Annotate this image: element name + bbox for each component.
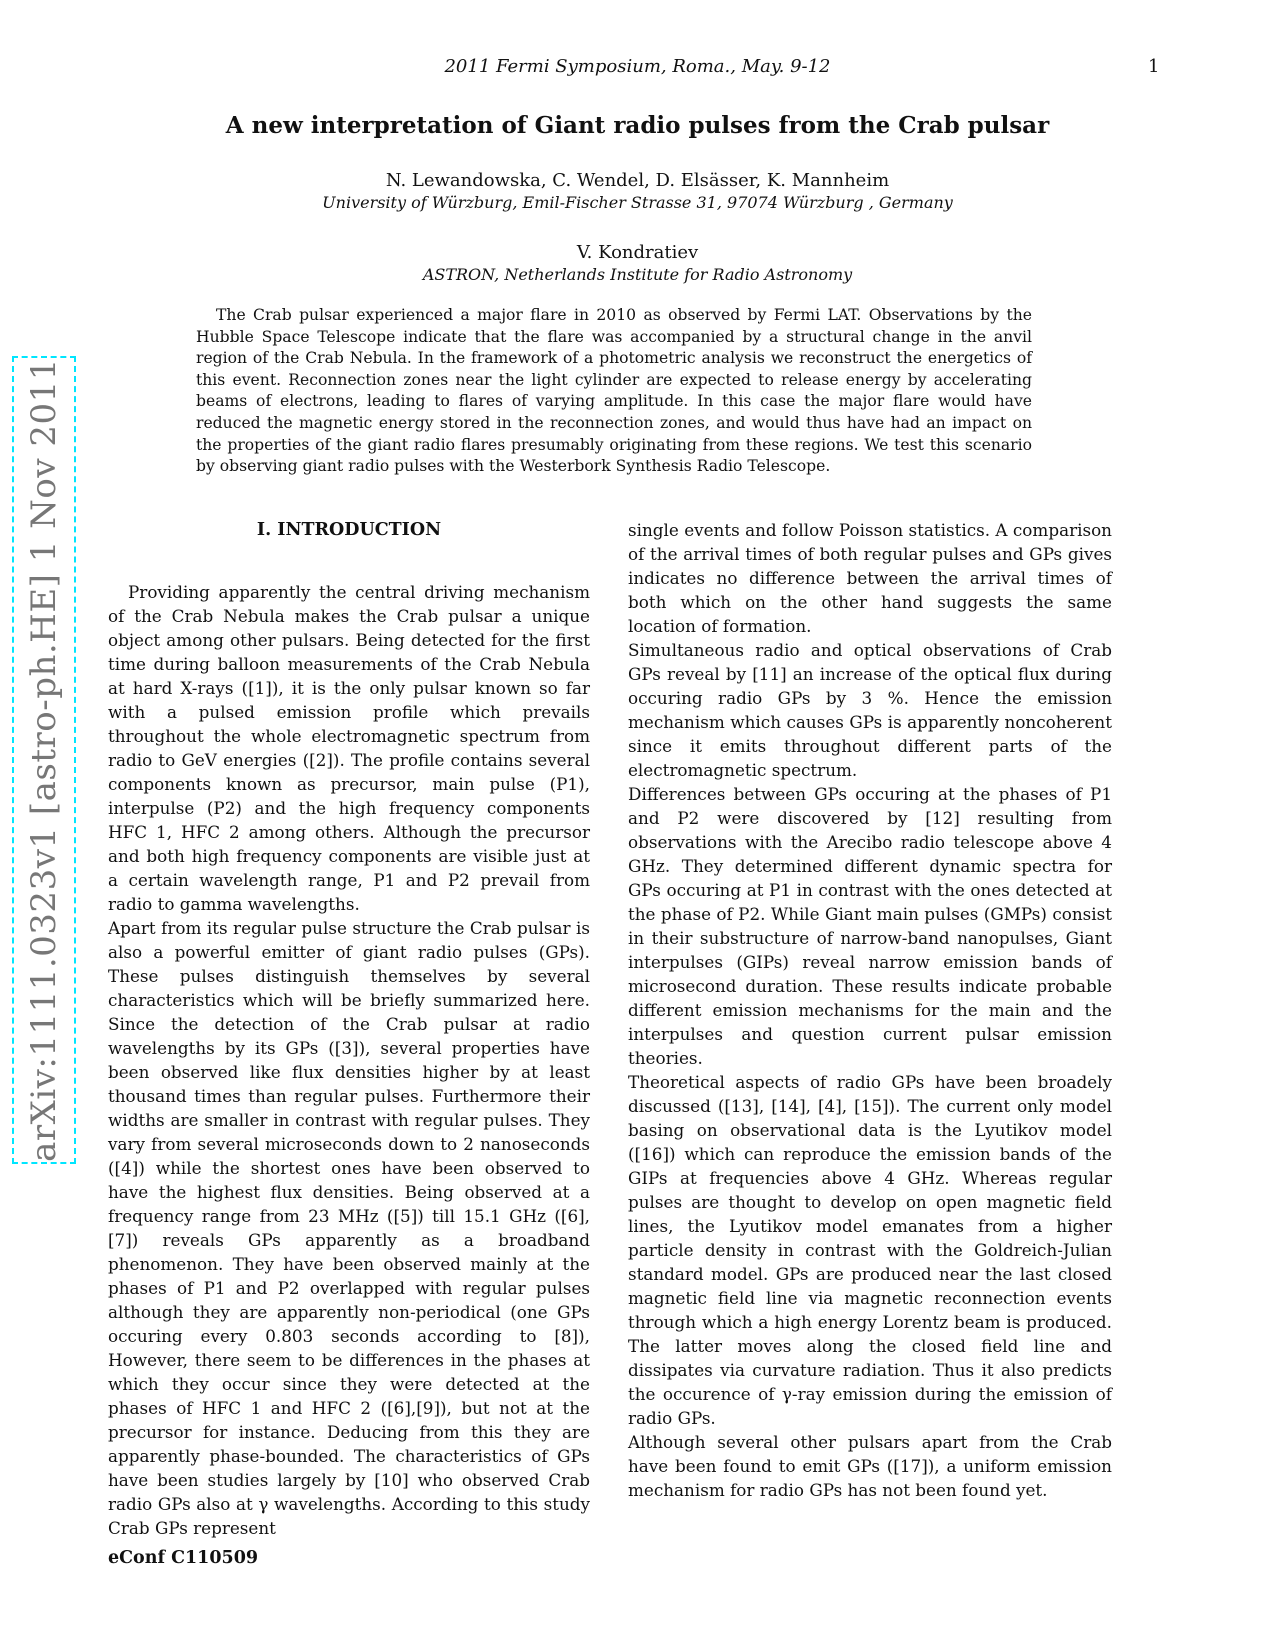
paragraph: Although several other pulsars apart from the Crab have been found to emit GPs ([17]), a uniform emission mechanism for radio GPs has not been found yet. (628, 1432, 1112, 1500)
affiliation-wurzburg: University of Würzburg, Emil-Fischer Strasse 31, 97074 Würzburg , Germany (322, 193, 953, 212)
affiliation-astron: ASTRON, Netherlands Institute for Radio Astronomy (422, 265, 853, 284)
paper-title: A new interpretation of Giant radio pulses from the Crab pulsar (225, 112, 1050, 139)
paragraph: Apart from its regular pulse structure the Crab pulsar is also a powerful emitter of giant radio pulses (GPs). These pulses distinguish themselves by several characteristics which will be briefly summarized here. Since the detection of the Crab pulsar at radio wavelengths by its GPs ([3]), several properties have been observed like flux densities higher by at least thousand times than regular pulses. Furthermore their widths are smaller in contrast with regular pulses. They vary from several microseconds down to 2 nanoseconds ([4]) while the shortest ones have been observed to have the highest flux densities. Being observed at a frequency range from 23 MHz ([5]) till 15.1 GHz ([6], [7]) reveals GPs apparently as a broadband phenomenon. They have been observed mainly at the phases of P1 and P2 overlapped with regular pulses although they are apparently non-periodical (one GPs occuring every 0.803 seconds according to [8]), However, there seem to be differences in the phases at which they occur since they were detected at the phases of HFC 1 and HFC 2 ([6],[9]), but not at the precursor for instance. Deducing from this they are apparently phase-bounded. The characteristics of GPs have been studies largely by [10] who observed Crab radio GPs also at γ wavelengths. According to this study Crab GPs represent (108, 918, 590, 1538)
paragraph: Differences between GPs occuring at the phases of P1 and P2 were discovered by [12] resulting from observations with the Arecibo radio telescope above 4 GHz. They determined different dynamic spectra for GPs occuring at P1 in contrast with the ones detected at the phase of P2. While Giant main pulses (GMPs) consist in their substructure of narrow-band nanopulses, Giant interpulses (GIPs) reveal narrow emission bands of microsecond duration. These results indicate probable different emission mechanisms for the main and the interpulses and question current pulsar emission theories. (628, 784, 1112, 1068)
arxiv-id[interactable]: arXiv:1111.0323v1 [astro-ph.HE] 1 Nov 2011 (24, 358, 64, 1162)
abstract-text: The Crab pulsar experienced a major flare in 2010 as observed by Fermi LAT. Observations by the Hubble Space Telescope indicate that the flare was accompanied by a structural change in the anvil region of the Crab Nebula. In the framework of a photometric analysis we reconstruct the energetics of this event. Reconnection zones near the light cylinder are expected to release energy by accelerating beams of electrons, leading to flares of varying amplitude. In this case the major flare would have reduced the magnetic energy stored in the reconnection zones, and would thus have had an impact on the properties of the giant radio flares presumably originating from these regions. We test this scenario by observing giant radio pulses with the Westerbork Synthesis Radio Telescope. (196, 306, 1032, 476)
running-head: 2011 Fermi Symposium, Roma., May. 9-12 (444, 56, 831, 77)
paragraph: Theoretical aspects of radio GPs have been broadely discussed ([13], [14], [4], [15]). The current only model basing on observational data is the Lyutikov model ([16]) which can reproduce the emission bands of the GIPs at frequencies above 4 GHz. Whereas regular pulses are thought to develop on open magnetic field lines, the Lyutikov model emanates from a higher particle density in contrast with the Goldreich-Julian standard model. GPs are produced near the last closed magnetic field line via magnetic reconnection events through which a high energy Lorentz beam is produced. The latter moves along the closed field line and dissipates via curvature radiation. Thus it also predicts the occurence of γ-ray emission during the emission of radio GPs. (628, 1072, 1112, 1428)
footer-conf: eConf C110509 (108, 1548, 259, 1568)
page-number: 1 (1148, 56, 1160, 77)
paragraph: single events and follow Poisson statistics. A comparison of the arrival times of both regular pulses and GPs gives indicates no difference between the arrival times of both which on the other hand suggests the same location of formation. (628, 520, 1112, 636)
abstract (196, 305, 1032, 478)
arxiv-stamp[interactable] (12, 356, 76, 1164)
paragraph: Simultaneous radio and optical observations of Crab GPs reveal by [11] an increase of the optical flux during occuring radio GPs by 3 %. Hence the emission mechanism which causes GPs is apparently noncoherent since it emits throughout different parts of the electromagnetic spectrum. (628, 640, 1112, 780)
left-column (108, 518, 590, 1540)
section-heading: I. INTRODUCTION (256, 520, 442, 540)
right-column (628, 518, 1112, 1502)
paragraph: Providing apparently the central driving mechanism of the Crab Nebula makes the Crab pulsar a unique object among other pulsars. Being detected for the first time during balloon measurements of the Crab Nebula at hard X-rays ([1]), it is the only pulsar known so far with a pulsed emission profile which prevails throughout the whole electromagnetic spectrum from radio to GeV energies ([2]). The profile contains several components known as precursor, main pulse (P1), interpulse (P2) and the high frequency components HFC 1, HFC 2 among others. Although the precursor and both high frequency components are visible just at a certain wavelength range, P1 and P2 prevail from radio to gamma wavelengths. (108, 582, 590, 914)
author-list-2: V. Kondratiev (576, 242, 699, 263)
author-list: N. Lewandowska, C. Wendel, D. Elsässer, K. Mannheim (385, 170, 890, 191)
